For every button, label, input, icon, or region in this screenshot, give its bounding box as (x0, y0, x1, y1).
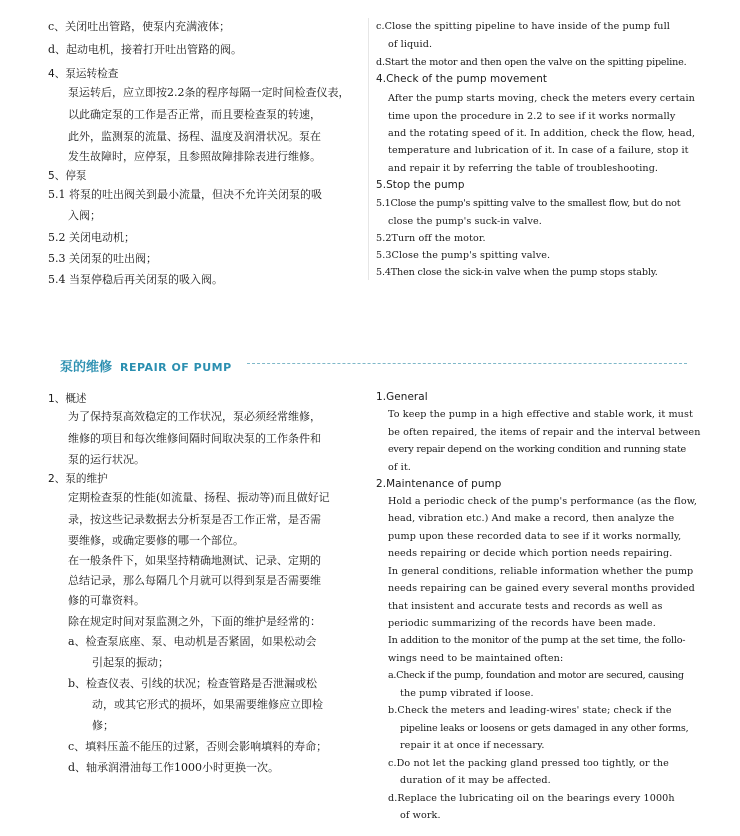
en-maint-text: periodic summarizing of the records have been made. (388, 618, 656, 629)
cn-step-c: c、关闭吐出管路，使泵内充满液体； (48, 20, 231, 33)
en-step-c: of liquid. (388, 39, 433, 50)
en-maint-text: Hold a periodic check of the pump's performance (as the flow, (388, 496, 698, 507)
cn-maint-item-b: 动，或其它形式的损坏，如果需要维修应立即检 (92, 698, 323, 711)
en-maint-text: needs repairing can be gained every several months provided (388, 583, 695, 594)
en-maint-item-a: a.Check if the pump, foundation and motor are secured, causing (388, 670, 684, 681)
cn-check-text: 以此确定泵的工作是否正常，而且要检查泵的转速， (68, 108, 321, 121)
en-heading-check: 4.Check of the pump movement (376, 73, 548, 85)
cn-maint-item-b: b、检查仪表、引线的状况；检查管路是否泄漏或松 (68, 677, 318, 690)
en-maint-item-c: duration of it may be affected. (400, 775, 551, 786)
cn-maint-text: 总结记录，那么每隔几个月就可以得到泵是否需要维 (68, 574, 321, 587)
en-general-text: every repair depend on the working condition and running state (388, 444, 686, 455)
cn-stop-item: 入阀； (68, 209, 101, 222)
cn-heading-maintenance: 2、泵的维护 (48, 473, 108, 485)
en-maint-item-b: pipeline leaks or loosens or gets damaged in any other forms, (400, 723, 689, 734)
cn-general-text: 维修的项目和每次维修间隔时间取决泵的工作条件和 (68, 432, 321, 445)
cn-heading-check: 4、泵运转检查 (48, 68, 119, 80)
en-stop-item: 5.3Close the pump's spitting valve. (376, 250, 551, 261)
en-stop-item: 5.4Then close the sick-in valve when the pump stops stably. (376, 267, 658, 278)
en-check-text: After the pump starts moving, check the meters every certain (388, 93, 695, 104)
cn-maint-text: 定期检查泵的性能(如流量、扬程、振动等)而且做好记 (68, 491, 330, 504)
cn-maint-item-b: 修； (92, 719, 114, 732)
en-check-text: time upon the procedure in 2.2 to see if it works normally (388, 111, 676, 122)
cn-step-d: d、起动电机，接着打开吐出管路的阀。 (48, 43, 243, 56)
cn-maint-text: 除在规定时间对泵监测之外，下面的维护是经常的： (68, 615, 321, 628)
en-maint-text: wings need to be maintained often: (388, 653, 564, 664)
en-stop-item: 5.2Turn off the motor. (376, 233, 486, 244)
cn-check-text: 此外，监测泵的流量、扬程、温度及润滑状况。泵在 (68, 130, 321, 143)
en-step-d: d.Start the motor and then open the valve on the spitting pipeline. (376, 57, 687, 68)
en-heading-general: 1.General (376, 391, 428, 403)
en-maint-item-a: the pump vibrated if loose. (400, 688, 534, 699)
cn-stop-item: 5.1 将泵的吐出阀关到最小流量，但决不允许关闭泵的吸 (48, 188, 322, 201)
en-stop-item: 5.1Close the pump's spitting valve to the smallest flow, but do not (376, 198, 681, 209)
en-maint-text: In general conditions, reliable information whether the pump (388, 566, 694, 577)
en-maint-item-b: b.Check the meters and leading-wires' state; check if the (388, 705, 672, 716)
en-check-text: temperature and lubrication of it. In case of a failure, stop it (388, 145, 689, 156)
en-heading-stop: 5.Stop the pump (376, 179, 465, 191)
cn-stop-item: 5.3 关闭泵的吐出阀； (48, 252, 157, 265)
cn-maint-item-d: d、轴承润滑油每工作1000小时更换一次。 (68, 761, 280, 774)
en-stop-item: close the pump's suck-in valve. (388, 216, 542, 227)
en-maint-item-d: of work. (400, 810, 441, 821)
cn-heading-stop: 5、停泵 (48, 170, 87, 182)
column-divider (368, 18, 369, 280)
cn-maint-text: 修的可靠资料。 (68, 594, 145, 607)
en-general-text: be often repaired, the items of repair and the interval between (388, 427, 701, 438)
cn-maint-text: 在一般条件下，如果坚持精确地测试、记录、定期的 (68, 554, 321, 567)
en-maint-item-b: repair it at once if necessary. (400, 740, 545, 751)
en-maint-item-d: d.Replace the lubricating oil on the bearings every 1000h (388, 793, 675, 804)
cn-check-text: 发生故障时，应停泵，且参照故障排除表进行维修。 (68, 150, 321, 163)
cn-general-text: 泵的运行状况。 (68, 453, 145, 466)
cn-maint-text: 要维修，或确定要修的哪一个部位。 (68, 534, 244, 547)
en-maint-text: pump upon these recorded data to see if it works normally, (388, 531, 682, 542)
en-step-c: c.Close the spitting pipeline to have inside of the pump full (376, 21, 670, 32)
en-check-text: and repair it by referring the table of troubleshooting. (388, 163, 659, 174)
en-maint-text: In addition to the monitor of the pump at the set time, the follo- (388, 635, 686, 646)
cn-maint-item-a: a、检查泵底座、泵、电动机是否紧固，如果松动会 (68, 635, 317, 648)
cn-maint-item-c: c、填料压盖不能压的过紧，否则会影响填料的寿命； (68, 740, 328, 753)
cn-heading-general: 1、概述 (48, 393, 87, 405)
en-maint-item-c: c.Do not let the packing gland pressed too tightly, or the (388, 758, 669, 769)
section-title-cn: 泵的维修 (60, 360, 113, 375)
en-maint-text: head, vibration etc.) And make a record, then analyze the (388, 513, 675, 524)
en-maint-text: that insistent and accurate tests and records as well as (388, 601, 663, 612)
cn-maint-item-a: 引起泵的振动； (92, 656, 169, 669)
en-maint-text: needs repairing or decide which portion needs repairing. (388, 548, 673, 559)
section-title-en: REPAIR OF PUMP (120, 361, 232, 374)
en-general-text: of it. (388, 462, 411, 473)
cn-check-text: 泵运转后，应立即按2.2条的程序每隔一定时间检查仪表， (68, 86, 350, 99)
section-title (60, 356, 232, 375)
cn-general-text: 为了保持泵高效稳定的工作状况，泵必须经常维修， (68, 410, 321, 423)
en-check-text: and the rotating speed of it. In addition, check the flow, head, (388, 128, 696, 139)
en-general-text: To keep the pump in a high effective and stable work, it must (388, 409, 693, 420)
cn-maint-text: 录，按这些记录数据去分析泵是否工作正常，是否需 (68, 513, 321, 526)
cn-stop-item: 5.2 关闭电动机； (48, 231, 135, 244)
cn-stop-item: 5.4 当泵停稳后再关闭泵的吸入阀。 (48, 273, 223, 286)
en-heading-maintenance: 2.Maintenance of pump (376, 478, 502, 490)
section-divider (247, 363, 687, 364)
